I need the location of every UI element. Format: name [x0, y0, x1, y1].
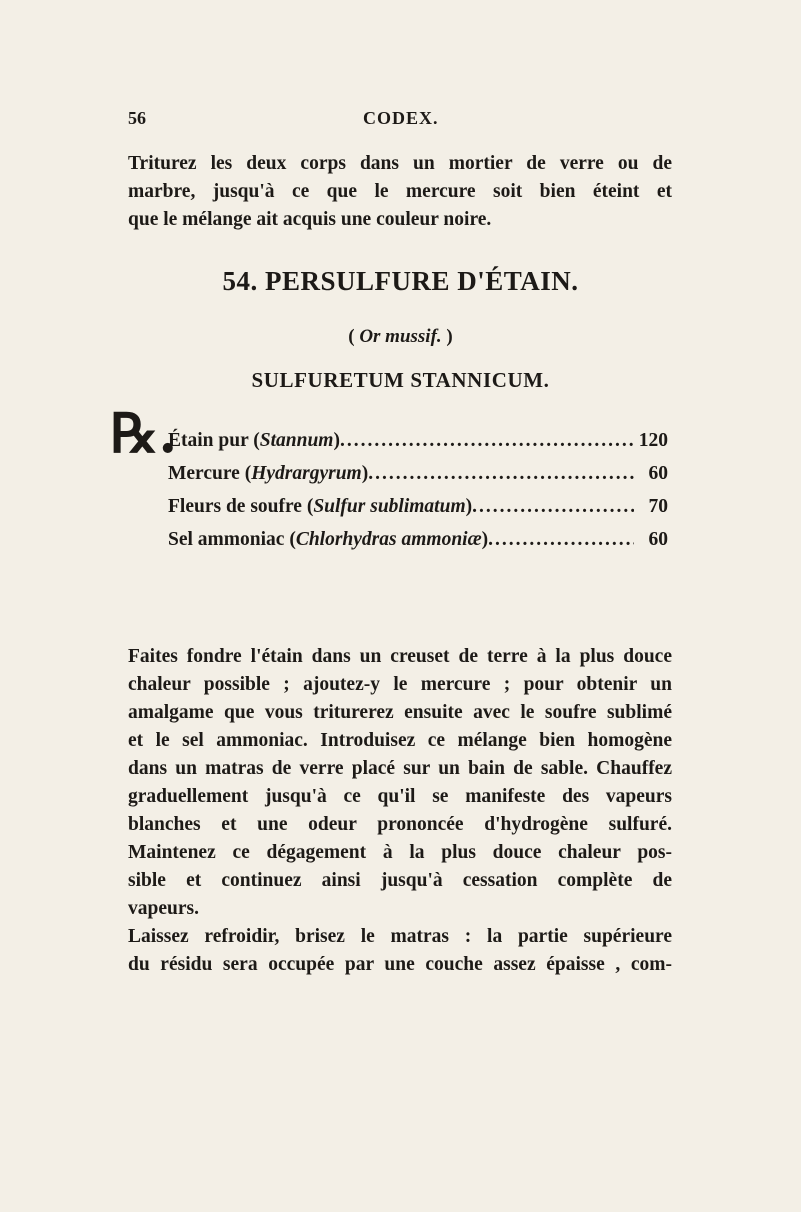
ingredient-quantity: 60: [648, 463, 668, 484]
ingredient-close: ): [361, 463, 369, 484]
ingredient-row: [168, 430, 668, 460]
latin-name: SULFURETUM STANNICUM.: [251, 368, 550, 392]
ingredient-quantity: 70: [648, 496, 668, 517]
ingredient-label: Sel ammoniac (: [168, 529, 296, 550]
ingredient-row: [168, 463, 668, 493]
ingredient-label: Fleurs de soufre (: [168, 496, 314, 517]
ingredient-row: [168, 529, 668, 559]
text-line: sible et continuez ainsi jusqu'à cessation complète de: [128, 870, 672, 891]
text-line: dans un matras de verre placé sur un bain de sable. Chauffez: [128, 758, 672, 779]
ingredient-name: [168, 496, 472, 518]
ingredient-row: [168, 496, 668, 526]
ingredient-quantity: 120: [638, 430, 668, 451]
text-line: Maintenez ce dégagement à la plus douce chaleur pos-: [128, 842, 672, 863]
ingredient-label: Étain pur (: [168, 430, 260, 451]
intro-paragraph: [128, 150, 672, 234]
leader-dots: [340, 430, 634, 452]
text-line: blanches et une odeur prononcée d'hydrogène sulfuré.: [128, 814, 672, 835]
text-line: et le sel ammoniac. Introduisez ce mélange bien homogène: [128, 730, 672, 751]
leader-dots: [368, 463, 634, 485]
ingredient-name: [168, 529, 488, 551]
text-line: Triturez les deux corps dans un mortier de verre ou de: [128, 153, 672, 174]
ingredient-name: [168, 430, 340, 452]
ingredient-latin: Chlorhydras ammoniæ: [295, 529, 482, 550]
text-line: chaleur possible ; ajoutez-y le mercure ; pour obtenir un: [128, 674, 672, 695]
text-line: Faites fondre l'étain dans un creuset de terre à la plus douce: [128, 646, 672, 667]
ingredient-name: [168, 463, 368, 485]
running-title: CODEX.: [363, 108, 439, 128]
instructions-paragraph: [128, 643, 672, 923]
subtitle-common-name: Or mussif.: [359, 326, 442, 347]
ingredient-latin: Sulfur sublimatum: [313, 496, 466, 517]
ingredient-latin: Hydrargyrum: [251, 463, 362, 484]
text-line: Laissez refroidir, brisez le matras : la partie supérieure: [128, 926, 672, 947]
ingredient-quantity: 60: [648, 529, 668, 550]
page-number: 56: [128, 108, 146, 128]
ingredient-close: ): [333, 430, 340, 451]
text-line: vapeurs.: [128, 898, 199, 919]
text-line: amalgame que vous triturerez ensuite avec le soufre sublimé: [128, 702, 672, 723]
ingredient-latin: Stannum: [259, 430, 334, 451]
subtitle-paren-close: ): [441, 326, 453, 347]
page-header: [0, 100, 801, 130]
leader-dots: [472, 496, 634, 518]
text-line: du résidu sera occupée par une couche assez épaisse , com-: [128, 954, 672, 975]
ingredient-close: ): [465, 496, 473, 517]
section-title: 54. PERSULFURE D'ÉTAIN.: [222, 266, 579, 296]
recipe-symbol: ℞.: [110, 401, 178, 465]
subtitle-paren-open: (: [348, 326, 360, 347]
continuation-paragraph: [128, 923, 672, 979]
text-line: que le mélange ait acquis une couleur noire.: [128, 209, 492, 230]
leader-dots: [488, 529, 634, 551]
ingredient-label: Mercure (: [168, 463, 252, 484]
section-subtitle: [0, 326, 801, 348]
ingredient-close: ): [481, 529, 489, 550]
text-line: graduellement jusqu'à ce qu'il se manifeste des vapeurs: [128, 786, 672, 807]
text-line: marbre, jusqu'à ce que le mercure soit bien éteint et: [128, 181, 672, 202]
